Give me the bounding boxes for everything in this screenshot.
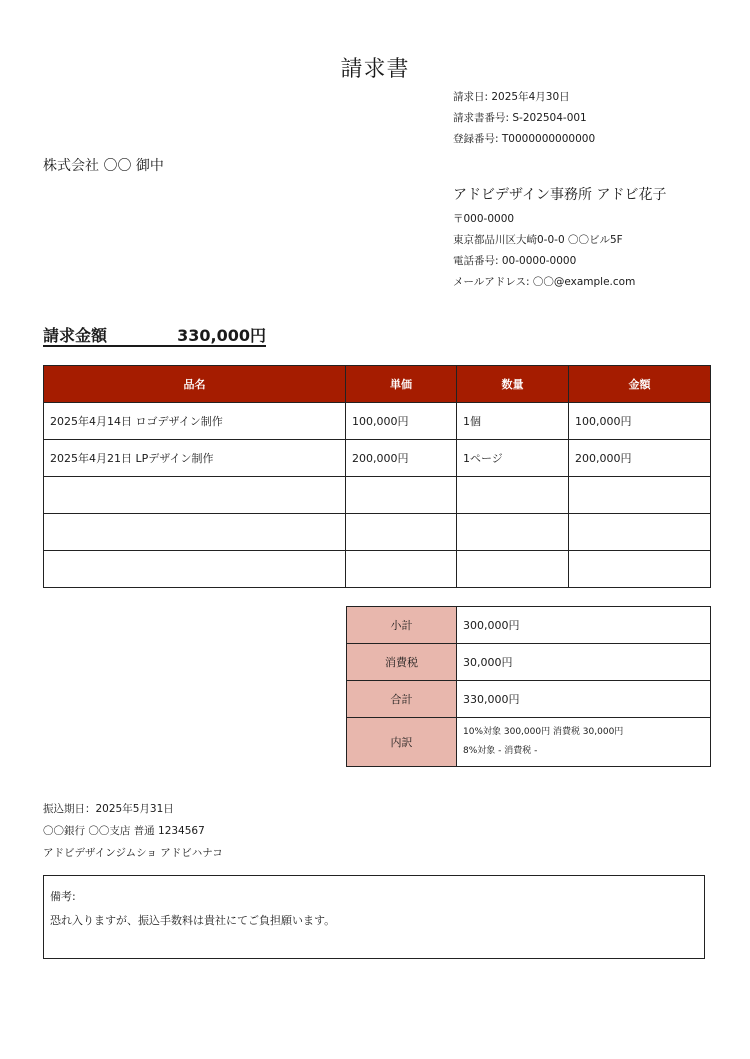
table-row [44, 403, 711, 440]
table-row [44, 477, 711, 514]
issuer-phone: 電話番号: 00-0000-0000 [453, 255, 577, 267]
grand-total-label: 合計 [347, 681, 457, 718]
invoice-date: 請求日: 2025年4月30日 [453, 91, 570, 103]
item-name: 2025年4月21日 LPデザイン制作 [44, 440, 346, 477]
document-title: 請求書 [340, 57, 410, 82]
table-row [44, 440, 711, 477]
breakdown-8-percent: 8%対象 - 消費税 - [463, 746, 538, 756]
item-amount [569, 477, 711, 514]
subtotal-label: 小計 [347, 607, 457, 644]
table-row [44, 551, 711, 588]
item-unit-price [346, 551, 457, 588]
header-unit-price: 単価 [346, 366, 457, 403]
breakdown-value [457, 718, 711, 767]
item-name [44, 551, 346, 588]
remarks-box [43, 875, 705, 959]
item-quantity: 1ページ [457, 440, 569, 477]
item-amount: 100,000円 [569, 403, 711, 440]
issuer-name: アドビデザイン事務所 アドビ花子 [453, 187, 667, 203]
total-label: 請求金額 [43, 326, 108, 345]
issuer-postal: 〒000-0000 [453, 213, 515, 225]
summary-row-tax [347, 644, 711, 681]
item-unit-price [346, 514, 457, 551]
total-amount-block [43, 323, 266, 347]
item-name [44, 477, 346, 514]
breakdown-10-percent: 10%対象 300,000円 消費税 30,000円 [463, 727, 624, 737]
item-name [44, 514, 346, 551]
issuer-address: 東京都品川区大崎0-0-0 〇〇ビル5F [453, 234, 623, 246]
items-header-row [44, 366, 711, 403]
tax-label: 消費税 [347, 644, 457, 681]
summary-row-subtotal [347, 607, 711, 644]
summary-table [346, 606, 711, 767]
item-quantity: 1個 [457, 403, 569, 440]
subtotal-value: 300,000円 [457, 607, 711, 644]
table-row [44, 514, 711, 551]
issuer-email: メールアドレス: 〇〇@example.com [453, 276, 636, 288]
item-unit-price [346, 477, 457, 514]
remarks-heading: 備考: [50, 890, 76, 903]
header-amount: 金額 [569, 366, 711, 403]
registration-number: 登録番号: T0000000000000 [453, 133, 596, 145]
item-quantity [457, 514, 569, 551]
item-unit-price: 100,000円 [346, 403, 457, 440]
total-amount: 330,000円 [177, 326, 266, 345]
invoice-number: 請求書番号: S-202504-001 [453, 112, 587, 124]
breakdown-label: 内訳 [347, 718, 457, 767]
summary-row-total [347, 681, 711, 718]
grand-total-value: 330,000円 [457, 681, 711, 718]
client-name: 株式会社 〇〇 御中 [43, 158, 164, 174]
item-amount [569, 551, 711, 588]
item-quantity [457, 551, 569, 588]
item-unit-price: 200,000円 [346, 440, 457, 477]
header-item-name: 品名 [44, 366, 346, 403]
bank-account: 〇〇銀行 〇〇支店 普通 1234567 [43, 825, 205, 837]
item-amount: 200,000円 [569, 440, 711, 477]
account-holder: アドビデザインジムショ アドビハナコ [43, 847, 223, 859]
summary-row-breakdown [347, 718, 711, 767]
tax-value: 30,000円 [457, 644, 711, 681]
remarks-text: 恐れ入りますが、振込手数料は貴社にてご負担願います。 [50, 914, 336, 927]
payment-due-date: 振込期日：2025年5月31日 [43, 803, 174, 815]
item-name: 2025年4月14日 ロゴデザイン制作 [44, 403, 346, 440]
item-quantity [457, 477, 569, 514]
items-table [43, 365, 711, 588]
item-amount [569, 514, 711, 551]
header-quantity: 数量 [457, 366, 569, 403]
